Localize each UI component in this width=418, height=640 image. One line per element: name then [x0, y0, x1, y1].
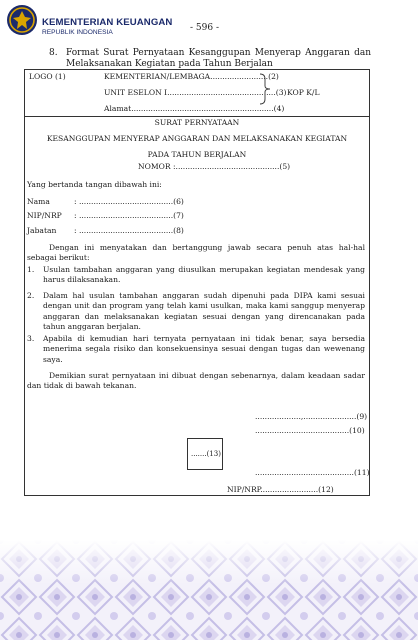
list-text: Usulan tambahan anggaran yang diusulkan merupakan kegiatan mendesak yang harus dilaksanakan. [43, 265, 365, 285]
list-item [27, 334, 365, 367]
section-title: Format Surat Pernyataan Kesanggupan Menyerap Anggaran dan Melaksanakan Kegiatan pada Tahun Berjalan [66, 48, 371, 69]
intro-text: Yang bertanda tangan dibawah ini: [27, 180, 162, 189]
subject-line-2: PADA TAHUN BERJALAN [147, 150, 247, 159]
field-value-nama: : .......................................(6) [74, 197, 184, 206]
org-subtitle: REPUBLIK INDONESIA [42, 29, 113, 36]
photo-stamp-box [187, 438, 223, 470]
statement-form [24, 69, 370, 496]
right-brace-icon [259, 73, 273, 105]
place-date-line: ...................,......................(9) [255, 412, 368, 421]
list-item [27, 265, 365, 287]
field-label-nip: NIP/NRP [27, 211, 62, 220]
list-text: Dalam hal usulan tambahan anggaran sudah dipenuhi pada DIPA kami sesuai dengan unit dan program yang telah kami usulkan, maka kami sanggup menyerap anggaran dan melaksanakan kegiatan sesuai dengan yang direncanakan pada tahun anggaran berjalan. [43, 291, 365, 332]
kop-label: KOP K/L [287, 88, 320, 97]
list-item [27, 291, 365, 335]
address-line: Alamat...........................................................(4) [104, 104, 285, 113]
org-name: KEMENTERIAN KEUANGAN [42, 17, 173, 28]
signatory-line: .........................................(11) [255, 468, 370, 477]
list-number: 3. [27, 334, 35, 343]
list-text: Apabila di kemudian hari ternyata pernyataan ini tidak benar, saya bersedia menerima segala risiko dan konsekuensinya sesuai dengan tugas dan wewenang saya. [43, 334, 365, 364]
photo-label: .......(13) [191, 450, 221, 458]
nip-line: NIP/NRP........................(12) [227, 485, 334, 494]
organization-name [42, 18, 172, 37]
echelon-line: UNIT ESELON I.............................................(3) [104, 88, 287, 97]
statement-heading: SURAT PERNYATAAN [154, 118, 240, 127]
declaration-text: Dengan ini menyatakan dan bertanggung jawab secara penuh atas hal-hal sebagai berikut: [27, 243, 365, 263]
field-value-jabatan: : .......................................(8) [74, 226, 184, 235]
letterhead-divider [25, 116, 369, 117]
garuda-emblem-icon [6, 4, 38, 36]
page-number: - 596 - [190, 23, 219, 33]
decorative-pattern [0, 540, 418, 640]
field-value-nip: : .......................................(7) [74, 211, 184, 220]
subject-line-1: KESANGGUPAN MENYERAP ANGGARAN DAN MELAKSANAKAN KEGIATAN [46, 134, 348, 143]
page-header [0, 0, 418, 40]
closing-text: Demikian surat pernyataan ini dibuat dengan sebenarnya, dalam keadaan sadar dan tidak di bawah tekanan. [27, 371, 365, 391]
logo-placeholder: LOGO (1) [29, 72, 66, 81]
list-number: 2. [27, 291, 35, 300]
nomor-line: NOMOR :...........................................(5) [138, 162, 291, 171]
section-number: 8. [49, 48, 58, 58]
list-number: 1. [27, 265, 35, 274]
field-label-nama: Nama [27, 197, 50, 206]
field-label-jabatan: Jabatan [27, 226, 57, 235]
ministry-line: KEMENTERIAN/LEMBAGA........................(2) [104, 72, 279, 81]
position-line: .......................................(10) [255, 426, 365, 435]
